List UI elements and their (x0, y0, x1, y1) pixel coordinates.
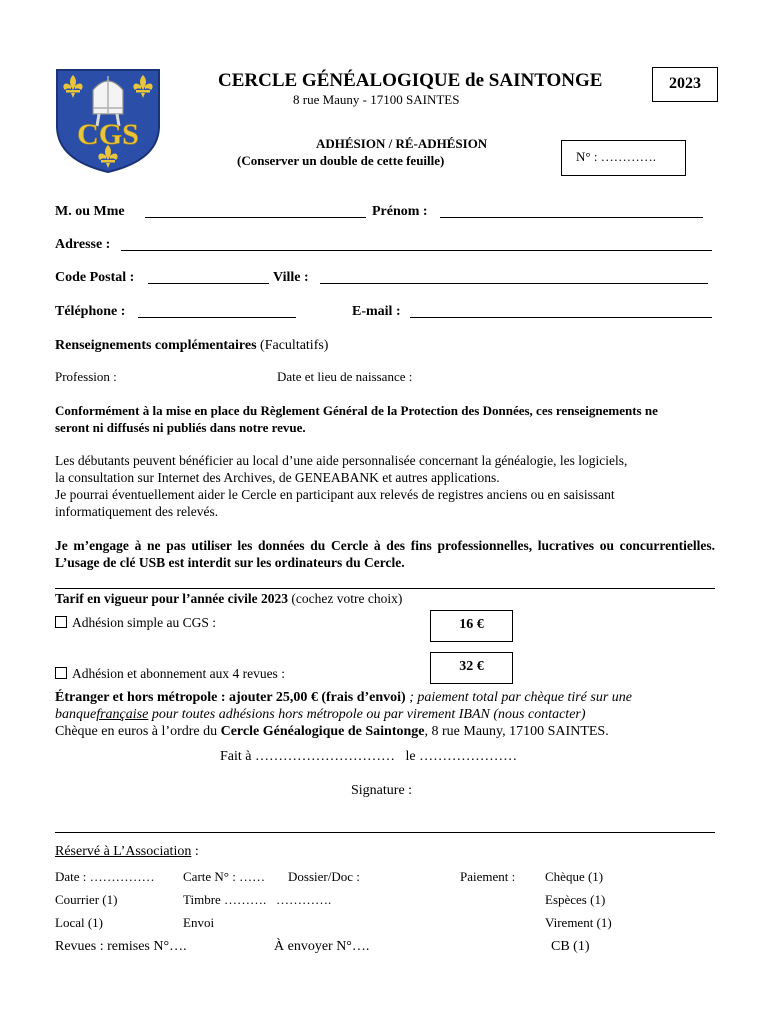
tarif-hint: (cochez votre choix) (291, 591, 403, 606)
foreign-surcharge: Étranger et hors métropole : ajouter 25,00 € (frais d’envoi) (55, 690, 406, 705)
engagement-notice: Je m’engage à ne pas utiliser les données du Cercle à des fins professionnelles, lucratives ou concurrentielles. L’usage de clé USB est interdit sur les ordinateurs du Cercle. (55, 538, 715, 570)
option-revues-label: Adhésion et abonnement aux 4 revues : (72, 666, 285, 681)
form-title: ADHÉSION / RÉ-ADHÉSION (316, 136, 488, 151)
reserved-virement: Virement (1) (545, 915, 612, 930)
foreign-note-1: ; paiement total par chèque tiré sur une (409, 690, 633, 705)
foreign-line-2 (55, 707, 586, 723)
reserved-date: Date : …………… (55, 869, 155, 884)
extra-info-title: Renseignements complémentaires (55, 338, 257, 353)
firstname-field[interactable] (440, 204, 703, 218)
reserved-revues: Revues : remises N°…. (55, 939, 187, 954)
extra-info-heading (55, 338, 328, 354)
divider (55, 588, 715, 589)
info-line: la consultation sur Internet des Archives, de GENEABANK et autres applications. (55, 470, 500, 485)
cheque-payee: Cercle Généalogique de Saintonge (220, 724, 425, 739)
rgpd-notice: Conformément à la mise en place du Règlement Général de la Protection des Données, ces renseignements ne seront ni diffusés ni publiés dans notre revue. (55, 403, 658, 435)
phone-field[interactable] (138, 304, 296, 318)
profession-label[interactable]: Profession : (55, 369, 117, 384)
foreign-note-2b: pour toutes adhésions hors métropole ou par virement IBAN (nous contacter) (151, 707, 586, 722)
city-label: Ville : (273, 270, 309, 285)
postal-label: Code Postal : (55, 270, 135, 285)
city-field[interactable] (320, 270, 708, 284)
name-field[interactable] (145, 204, 366, 218)
info-paragraph (55, 452, 720, 520)
info-line: Les débutants peuvent bénéficier au local d’une aide personnalisée concernant la généalogie, les logiciels, (55, 453, 628, 468)
cgs-logo (55, 68, 161, 174)
reserved-carte: Carte N° : …… (183, 869, 266, 884)
divider (55, 832, 715, 833)
info-line: Je pourrai éventuellement aider le Cercle en participant aux relevés de registres anciens ou en saisissant (55, 487, 615, 502)
checkbox-revues[interactable] (55, 667, 67, 679)
org-address: 8 rue Mauny - 17100 SAINTES (293, 92, 460, 107)
reserved-dossier: Dossier/Doc : (288, 869, 360, 884)
signature-label[interactable]: Signature : (351, 783, 413, 798)
reserved-timbre: Timbre ………. …………. (183, 892, 332, 907)
postal-field[interactable] (148, 270, 269, 284)
reserved-paiement: Paiement : (460, 869, 516, 884)
fait-line[interactable]: Fait à ………………………… le ………………… (220, 749, 518, 764)
form-subtitle: (Conserver un double de cette feuille) (237, 153, 445, 168)
email-field[interactable] (410, 304, 712, 318)
reserved-colon: : (191, 844, 199, 859)
extra-info-optional: (Facultatifs) (260, 338, 329, 353)
price-simple: 16 € (459, 617, 484, 632)
option-revues[interactable] (55, 666, 285, 682)
foreign-line-1 (55, 690, 632, 706)
address-label: Adresse : (55, 237, 111, 252)
birth-label[interactable]: Date et lieu de naissance : (277, 369, 413, 384)
reserved-heading (55, 844, 199, 860)
reserved-title: Réservé à L’Association (55, 844, 192, 859)
reserved-cb: CB (1) (551, 939, 590, 954)
member-number-label: N° : …………. (576, 149, 656, 164)
option-simple[interactable] (55, 615, 216, 631)
reserved-envoi: Envoi (183, 915, 215, 930)
reserved-envoyer: À envoyer N°…. (274, 939, 370, 954)
reserved-cheque: Chèque (1) (545, 869, 604, 884)
foreign-note-2u: française (96, 707, 149, 722)
email-label: E-mail : (352, 304, 401, 319)
reserved-local: Local (1) (55, 915, 104, 930)
checkbox-simple[interactable] (55, 616, 67, 628)
firstname-label: Prénom : (372, 204, 428, 219)
reserved-especes: Espèces (1) (545, 892, 606, 907)
year-label: 2023 (669, 75, 701, 92)
reserved-courrier: Courrier (1) (55, 892, 118, 907)
foreign-note-2a: banque (55, 707, 97, 722)
info-line: informatiquement des relevés. (55, 504, 219, 519)
cheque-intro: Chèque en euros à l’ordre du (55, 724, 218, 739)
tarif-title: Tarif en vigueur pour l’année civile 2023 (55, 591, 289, 606)
address-field[interactable] (121, 237, 712, 251)
cheque-line (55, 724, 609, 740)
phone-label: Téléphone : (55, 304, 126, 319)
page-title: CERCLE GÉNÉALOGIQUE de SAINTONGE (218, 70, 603, 91)
tarif-heading (55, 591, 402, 607)
name-label: M. ou Mme (55, 204, 125, 219)
shield-icon (55, 68, 161, 174)
cheque-address: , 8 rue Mauny, 17100 SAINTES. (424, 724, 609, 739)
svg-text:CGS: CGS (77, 118, 139, 151)
price-revues: 32 € (459, 659, 484, 674)
option-simple-label: Adhésion simple au CGS : (72, 615, 216, 630)
